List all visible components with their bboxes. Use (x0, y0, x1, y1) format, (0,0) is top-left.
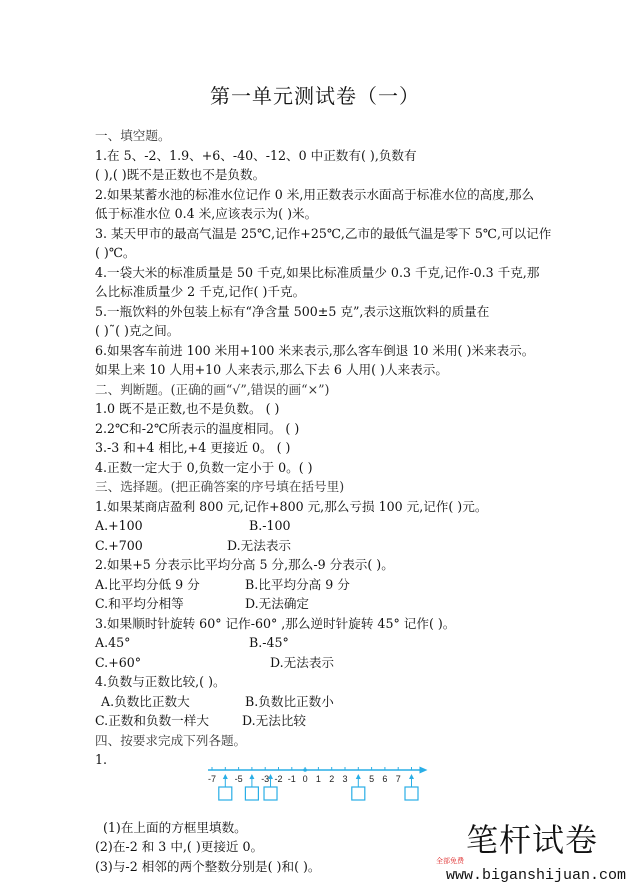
question-line: 么比标准质量少 2 千克,记作( )千克。 (95, 284, 306, 299)
axis-arrow-icon (419, 766, 427, 773)
tick-label: 2 (329, 773, 335, 784)
number-line (95, 770, 555, 818)
section-heading-fill: 一、填空题。 (95, 128, 171, 143)
choice-q3-stem: 3.如果顺时针旋转 60° 记作-60° ,那么逆时针旋转 45° 记作( )。 (95, 615, 456, 631)
tick-label: -5 (234, 773, 243, 784)
option-b: B.负数比正数小 (245, 693, 334, 709)
watermark-brand: 笔杆试卷 (466, 821, 599, 859)
pointer-arrow-icon (249, 774, 254, 779)
answer-box (352, 787, 365, 800)
choice-q4-stem: 4.负数与正数比较,( )。 (95, 674, 226, 689)
option-c: C.+700 (95, 537, 143, 553)
tick-label: -1 (287, 773, 296, 784)
page-title: 第一单元测试卷（一） (210, 84, 420, 108)
question-line: ( ),( )既不是正数也不是负数。 (95, 167, 266, 182)
answer-box (219, 787, 232, 800)
choice-q1-stem: 1.如果某商店盈利 800 元,记作+800 元,那么亏损 100 元,记作( )元。 (95, 498, 488, 514)
pointer-arrow-icon (409, 774, 414, 779)
task-sub-2: (2)在-2 和 3 中,( )更接近 0。 (95, 839, 264, 854)
option-d: D.无法比较 (242, 713, 307, 728)
fill-questions (95, 146, 555, 380)
question-line: 1.在 5、-2、1.9、+6、-40、-12、0 中正数有( ),负数有 (95, 147, 417, 163)
answer-box (245, 787, 258, 800)
tick-label: 6 (382, 773, 388, 784)
option-a: A.负数比正数大 (101, 693, 190, 709)
option-b: B.-100 (249, 518, 291, 533)
question-line: 4.正数一定大于 0,负数一定小于 0。( ) (95, 459, 313, 475)
watermark-tag: 全部免费 (436, 857, 464, 865)
question-line: 4.一袋大米的标准质量是 50 千克,如果比标准质量少 0.3 千克,记作-0.3 千克,那 (95, 264, 540, 280)
section-heading-tasks: 四、按要求完成下列各题。 (95, 732, 247, 748)
question-line: 6.如果客车前进 100 米用+100 米来表示,那么客车倒退 10 米用( )米来表示。 (95, 342, 535, 358)
tick-label: 3 (342, 773, 348, 784)
question-line: 低于标准水位 0.4 米,应该表示为( )米。 (95, 206, 318, 221)
tick-label: 5 (369, 773, 375, 784)
question-line: 1.0 既不是正数,也不是负数。 ( ) (95, 401, 280, 416)
question-line: 2.如果某蓄水池的标准水位记作 0 米,用正数表示水面高于标准水位的高度,那么 (95, 186, 535, 202)
option-d: D.无法表示 (270, 654, 335, 670)
tick-label: 7 (395, 773, 401, 784)
tick-label: -2 (274, 773, 283, 784)
question-line: 2.2℃和-2℃所表示的温度相同。 ( ) (95, 420, 300, 436)
option-d: D.无法表示 (227, 537, 292, 553)
answer-box (264, 787, 277, 800)
exam-body (95, 126, 555, 876)
option-a: A.+100 (95, 518, 143, 533)
tick-label: -7 (207, 773, 217, 784)
question-line: 3. 某天甲市的最高气温是 25℃,记作+25℃,乙市的最低气温是零下 5℃,可以记作 (95, 225, 552, 241)
section-heading-judge: 二、判断题。(正确的画“√”,错误的画“×”) (95, 381, 330, 397)
pointer-arrow-icon (356, 774, 361, 779)
question-line: 如果上来 10 人用+10 人来表示,那么下去 6 人用( )人来表示。 (95, 362, 448, 377)
question-line: 5.一瓶饮料的外包装上标有“净含量 500±5 克”,表示这瓶饮料的质量在 (95, 303, 490, 319)
option-d: D.无法确定 (245, 596, 310, 611)
origin-dot (303, 768, 307, 772)
option-b: B.比平均分高 9 分 (245, 576, 350, 592)
tick-label: 1 (315, 773, 321, 784)
option-b: B.-45° (249, 635, 289, 650)
question-line: ( )℃。 (95, 245, 136, 260)
option-c: C.正数和负数一样大 (95, 713, 209, 728)
option-a: A.比平均分低 9 分 (95, 576, 200, 592)
pointer-arrow-icon (223, 774, 228, 779)
task-q1-label: 1. (95, 752, 108, 767)
task-sub-3: (3)与-2 相邻的两个整数分别是( )和( )。 (95, 858, 321, 874)
option-c: C.+60° (95, 654, 142, 670)
option-c: C.和平均分相等 (95, 596, 184, 611)
section-heading-choice: 三、选择题。(把正确答案的序号填在括号里) (95, 479, 345, 494)
judge-questions (95, 399, 555, 477)
tick-label: -3 (261, 773, 270, 784)
task-sub-1: (1)在上面的方框里填数。 (103, 819, 247, 835)
question-line: ( )˜( )克之间。 (95, 323, 180, 338)
tick-label: 0 (302, 773, 308, 784)
number-line-svg (95, 760, 555, 808)
choice-q2-stem: 2.如果+5 分表示比平均分高 5 分,那么-9 分表示( )。 (95, 557, 394, 572)
question-line: 3.-3 和+4 相比,+4 更接近 0。 ( ) (95, 440, 291, 455)
option-a: A.45° (95, 635, 131, 650)
watermark-url: www.biganshijuan.com (446, 867, 627, 884)
answer-box (405, 787, 418, 800)
